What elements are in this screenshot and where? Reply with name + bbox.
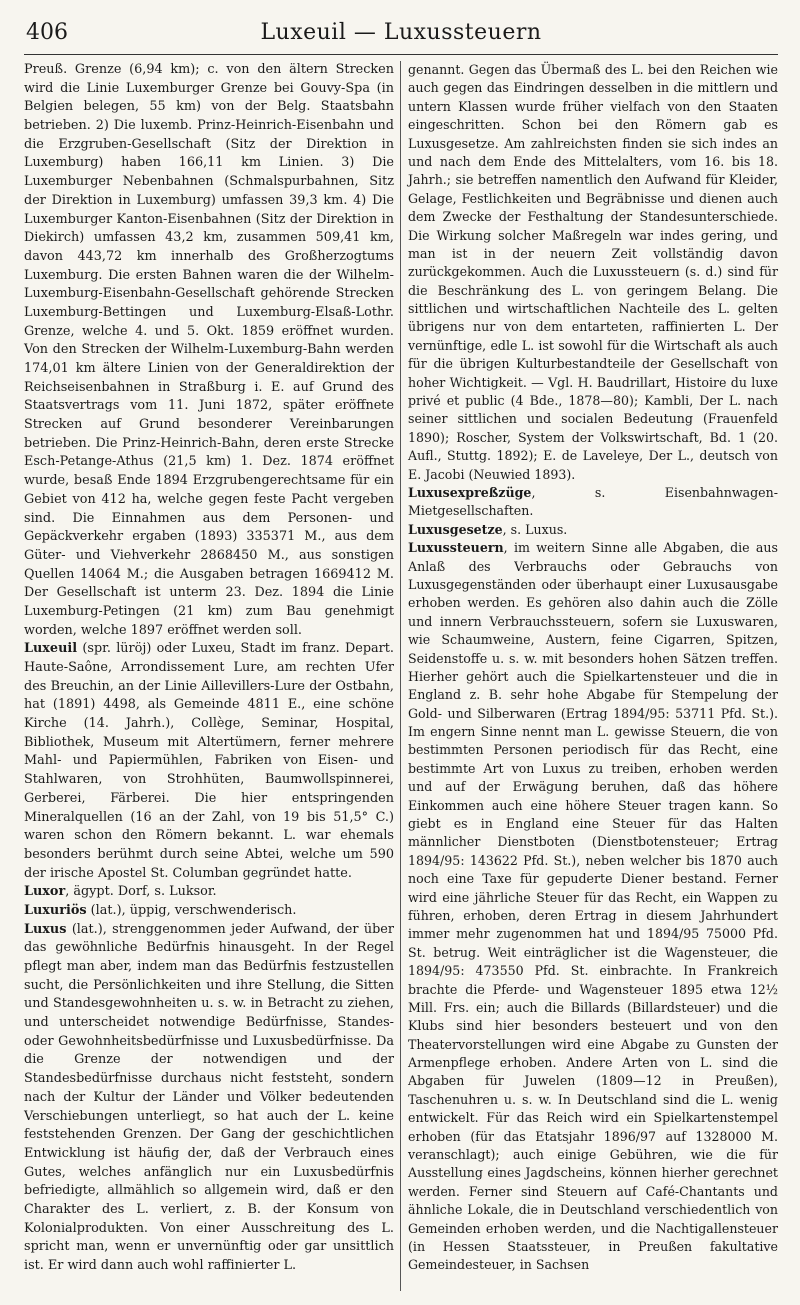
headword-luxussteuern: Luxussteuern	[408, 540, 504, 556]
continuation-paragraph: Preuß. Grenze (6,94 km); c. von den ältern Strecken wird die Linie Luxemburger Grenze bei Gouvy-Spa (in Belgien belegen, 55 km) von der Belg. Staatsbahn betrieben. 2) Die luxemb. Prinz-Heinrich-Eisenbahn und die Erzgruben-Gesellschaft (Sitz der Direktion in Luxemburg) haben 166,11 km Linien. 3) Die Luxemburger Nebenbahnen (Schmalspurbahnen, Sitz der Direktion in Luxemburg) umfassen 39,3 km. 4) Die Luxemburger Kanton-Eisenbahnen (Sitz der Direktion in Diekirch) umfassen 43,2 km, zusammen 509,41 km, davon 443,72 km innerhalb des Großherzogtums Luxemburg. Die ersten Bahnen waren die der Wilhelm-Luxemburg-Eisenbahn-Gesellschaft gehörende Strecken Luxemburg-Bettingen und Luxemburg-Elsaß-Lothr. Grenze, welche 4. und 5. Okt. 1859 eröffnet wurden. Von den Strecken der Wilhelm-Luxemburg-Bahn werden 174,01 km ältere Linien von der Generaldirektion der Reichseisenbahnen in Straßburg i. E. auf Grund des Staatsvertrags vom 11. Juni 1872, später eröffnete Strecken auf Grund besonderer Vereinbarungen betrieben. Die Prinz-Heinrich-Bahn, deren erste Strecke Esch-Petange-Athus (21,5 km) 1. Dez. 1874 eröffnet wurde, besaß Ende 1894 Erzgrubengerechtsame für ein Gebiet von 412 ha, welche gegen feste Pacht vergeben sind. Die Einnahmen aus dem Personen- und Gepäckverkehr ergaben (1893) 335371 M., aus dem Güter- und Viehverkehr 2868450 M., aus sonstigen Quellen 14064 M.; die Ausgaben betragen 1669412 M. Der Gesellschaft ist unterm 23. Dez. 1894 die Linie Luxemburg-Petingen (21 km) zum Bau genehmigt worden, welche 1897 eröffnet werden soll.	[24, 62, 394, 638]
headword-luxor: Luxor	[24, 884, 66, 900]
entry-text-luxusgesetze: , s. Luxus.	[502, 521, 568, 537]
entry-luxurioes	[24, 902, 394, 921]
headword-luxeuil: Luxeuil	[24, 641, 78, 657]
page-header	[24, 14, 778, 55]
page-number: 406	[26, 20, 68, 45]
running-title: Luxeuil — Luxussteuern	[260, 20, 542, 45]
right-column	[408, 61, 778, 1291]
headword-luxurioes: Luxuriös	[24, 902, 87, 918]
text-columns	[24, 61, 778, 1291]
entry-luxus	[24, 921, 394, 1276]
entry-text-luxor: , ägypt. Dorf, s. Luksor.	[65, 884, 217, 900]
entry-luxusgesetze	[408, 521, 778, 539]
continuation-paragraph-luxus: genannt. Gegen das Übermaß des L. bei den Reichen wie auch gegen das Eindringen desselben in die mittlern und untern Klassen wurde früher vielfach von den Staaten eingeschritten. Schon bei den Römern gab es Luxusgesetze. Am zahlreichsten finden sie sich indes an und nach dem Ende des Mittelalters, vom 16. bis 18. Jahrh.; sie betreffen namentlich den Aufwand für Kleider, Gelage, Festlichkeiten und Begräbnisse und dienen auch dem Zwecke der Festhaltung der Standesunterschiede. Die Wirkung solcher Maßregeln war indes gering, und man ist in der neuern Zeit vollständig davon zurückgekommen. Auch die Luxussteuern (s. d.) sind für die Beschränkung des L. von geringem Belang. Die sittlichen und wirtschaftlichen Nachteile des L. gelten übrigens nur von dem entarteten, raffinierten L. Der vernünftige, edle L. ist sowohl für die Wirtschaft als auch für die übrigen Kulturbestandteile der Gesellschaft von hoher Wichtigkeit. — Vgl. H. Baudrillart, Histoire du luxe privé et public (4 Bde., 1878—80); Kambli, Der L. nach seiner sittlichen und socialen Bedeutung (Frauenfeld 1890); Roscher, System der Volkswirtschaft, Bd. 1 (20. Aufl., Stuttg. 1892); E. de Laveleye, Der L., deutsch von E. Jacobi (Neuwied 1893).	[408, 62, 778, 482]
entry-text-luxurioes: (lat.), üppig, verschwenderisch.	[86, 902, 297, 918]
entry-text-luxussteuern: , im weitern Sinne alle Abgaben, die aus Anlaß des Verbrauchs oder Gebrauchs von Luxusgegenständen oder überhaupt einer Luxusausgabe erhoben werden. Es gehören also dahin auch die Zölle und innern Verbrauchssteuern, sofern sie Luxuswaren, wie Schaumweine, Austern, feine Cigarren, Spitzen, Seidenstoffe u. s. w. mit besonders hohen Sätzen treffen. Hierher gehört auch die Spielkartensteuer und die in England z. B. sehr hohe Abgabe für Stempelung der Gold- und Silberwaren (Ertrag 1894/95: 53711 Pfd. St.). Im engern Sinne nennt man L. gewisse Steuern, die von bestimmten Personen periodisch für das Recht, eine bestimmte Art von Luxus zu treiben, erhoben werden und auf der Erwägung beruhen, daß das höhere Einkommen auch eine höhere Steuer tragen kann. So giebt es in England eine Steuer für das Halten männlicher Dienstboten (Dienstbotensteuer; Ertrag 1894/95: 143622 Pfd. St.), neben welcher bis 1870 auch noch eine Taxe für gepuderte Diener bestand. Ferner wird eine jährliche Steuer für das Recht, ein Wappen zu führen, erhoben, deren Ertrag in diesem Jahrhundert immer mehr zugenommen hat und 1894/95 75000 Pfd. St. betrug. Weit einträglicher ist die Wagensteuer, die 1894/95: 473550 Pfd. St. einbrachte. In Frankreich brachte die Pferde- und Wagensteuer 1895 etwa 12½ Mill. Frs. ein; auch die Billards (Billardsteuer) und die Klubs sind hier besonders besteuert und von den Theatervorstellungen wird eine Abgabe zu Gunsten der Armenpflege erhoben. Andere Arten von L. sind die Abgaben für Juwelen (1809—12 in Preußen), Taschenuhren u. s. w. In Deutschland sind die L. wenig entwickelt. Für das Reich wird ein Spielkartenstempel erhoben (für das Etatsjahr 1896/97 auf 1328000 M. veranschlagt); auch einige Gebühren, wie die für Ausstellung eines Jagdscheins, können hierher gerechnet werden. Ferner sind Steuern auf Café-Chantants und ähnliche Lokale, die in Deutschland verschiedentlich von Gemeinden erhoben werden, und die Nachtigallensteuer (in Hessen Staatssteuer, in Preußen fakultative Gemeindesteuer, in Sachsen	[408, 540, 778, 1273]
entry-text-luxusexpresszuege: , s. Eisenbahnwagen-Mietgesellschaften.	[408, 484, 778, 519]
left-column	[24, 61, 394, 1291]
headword-luxusgesetze: Luxusgesetze	[408, 521, 503, 537]
headword-luxus: Luxus	[24, 921, 67, 937]
entry-text-luxeuil: (spr. lüröj) oder Luxeu, Stadt im franz. Depart. Haute-Saône, Arrondissement Lure, am rechten Ufer des Breuchin, an der Linie Aillevillers-Lure der Ostbahn, hat (1891) 4498, als Gemeinde 4811 E., eine schöne Kirche (14. Jahrh.), Collège, Seminar, Hospital, Bibliothek, Museum mit Altertümern, ferner mehrere Mahl- und Papiermühlen, Fabriken von Eisen- und Stahlwaren, von Strohhüten, Baumwollspinnerei, Gerberei, Färberei. Die hier entspringenden Mineralquellen (16 an der Zahl, von 19 bis 51,5° C.) waren schon den Römern bekannt. L. war ehemals besonders berühmt durch seine Abtei, welche um 590 der irische Apostel St. Columban gegründet hatte.	[24, 641, 394, 881]
entry-luxusexpresszuege	[408, 484, 778, 521]
entry-luxeuil	[24, 640, 394, 883]
entry-text-luxus: (lat.), strenggenommen jeder Aufwand, der über das gewöhnliche Bedürfnis hinausgeht. In der Regel pflegt man aber, indem man das Bedürfnis festzustellen sucht, die Persönlichkeiten und ihre Stellung, die Sitten und Standesgewohnheiten u. s. w. in Betracht zu ziehen, und unterscheidet notwendige Bedürfnisse, Standes- oder Gewohnheitsbedürfnisse und Luxusbedürfnisse. Da die Grenze der notwendigen und der Standesbedürfnisse durchaus nicht feststeht, sondern nach der Kultur der Länder und Völker bedeutenden Verschiebungen unterliegt, so hat auch der L. keine feststehenden Grenzen. Der Gang der geschichtlichen Entwicklung ist häufig der, daß der Verbrauch eines Gutes, welches anfänglich nur ein Luxusbedürfnis befriedigte, allmählich so allgemein wird, daß er den Charakter des L. verliert, z. B. der Konsum von Kolonialprodukten. Von einer Ausschreitung des L. spricht man, wenn er unvernünftig oder gar unsittlich ist. Er wird dann auch wohl raffinierter L.	[24, 921, 394, 1273]
entry-luxussteuern	[408, 539, 778, 1275]
headword-luxusexpresszuege: Luxusexpreßzüge	[408, 484, 532, 500]
entry-luxor	[24, 883, 394, 902]
